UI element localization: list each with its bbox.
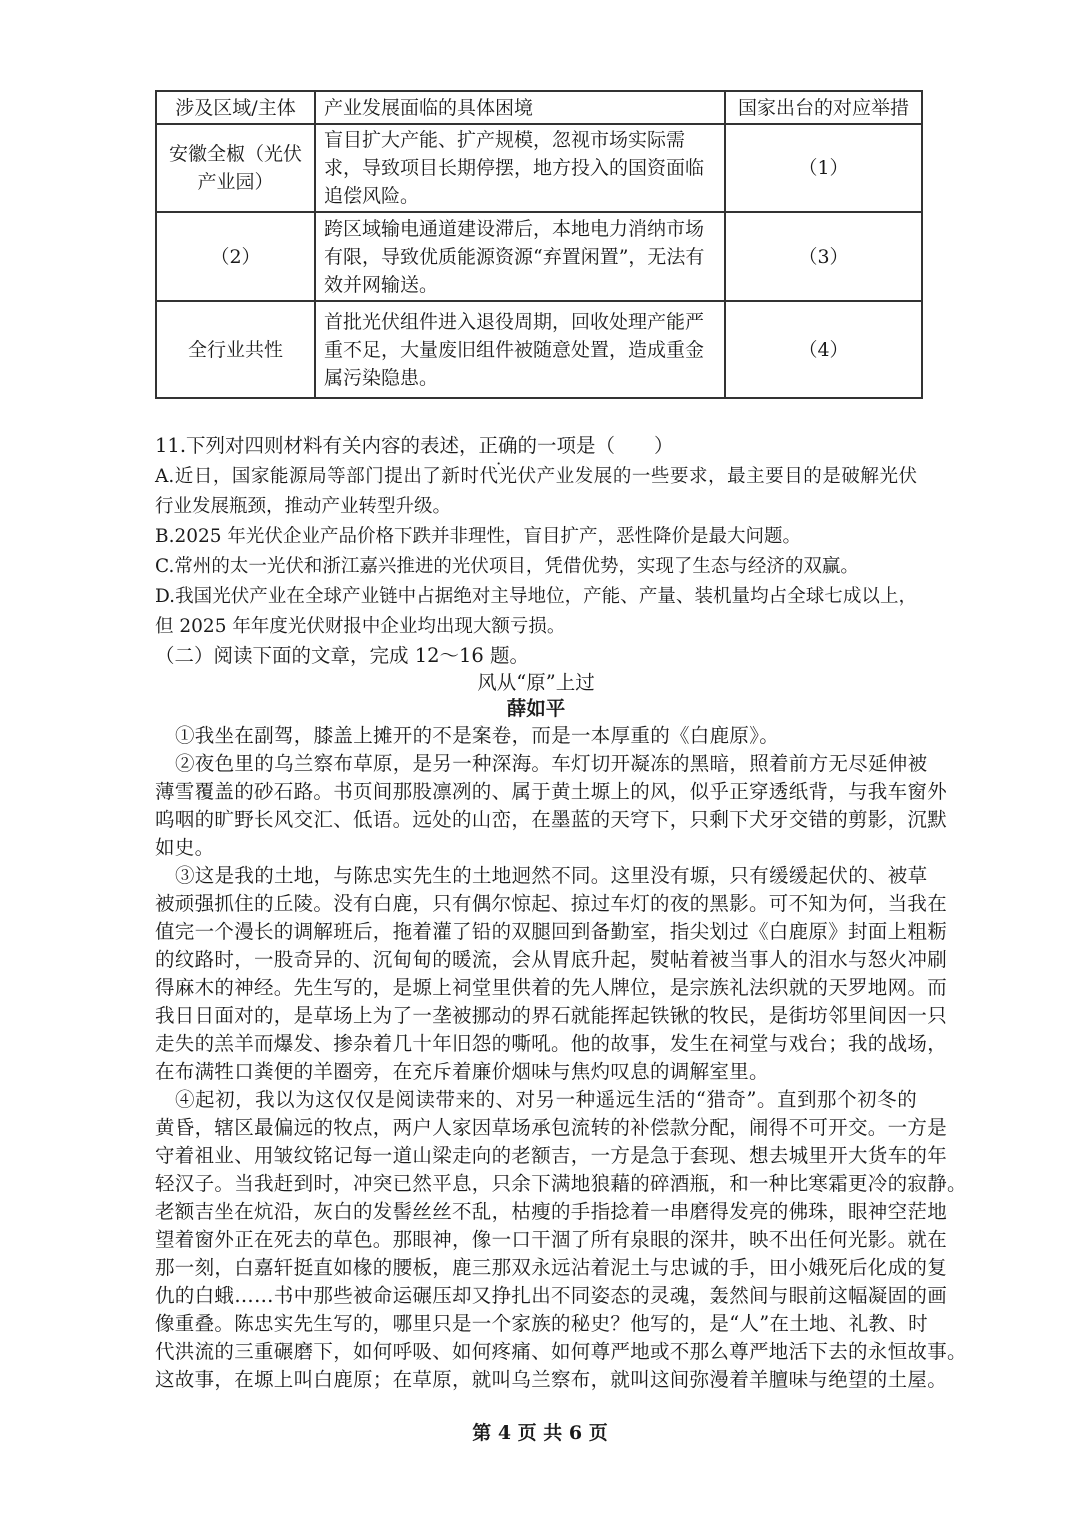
text-line: 在布满牲口粪便的羊圈旁，在充斥着廉价烟味与焦灼叹息的调解室里。 — [155, 1060, 769, 1083]
text-line: 我日日面对的，是草场上为了一垄被挪动的界石就能挥起铁锹的牧民，是街坊邻里间因一只 — [155, 1004, 948, 1027]
option-c — [155, 552, 917, 582]
text-line: D.我国光伏产业在全球产业链中占据绝对主导地位，产能、产量、装机量均占全球七成以上， — [155, 586, 917, 607]
text-line: 得麻木的神经。先生写的，是塬上祠堂里供着的先人牌位，是宗族礼法织就的天罗地网。而 — [155, 976, 948, 999]
text-line: ③这是我的土地，与陈忠实先生的土地迥然不同。这里没有塬，只有缓缓起伏的、被草 — [175, 864, 928, 887]
table-cell-measure: （4） — [725, 301, 922, 398]
text-line: 这故事，在塬上叫白鹿原；在草原，就叫乌兰察布，就叫这间弥漫着羊膻味与绝望的土屋。 — [155, 1368, 948, 1391]
text-line: 守着祖业、用皱纹铭记每一道山梁走向的老额吉，一方是急于套现、想去城里开大货车的年 — [155, 1144, 948, 1167]
text-line: 代洪流的三重碾磨下，如何呼吸、如何疼痛、如何尊严地或不那么尊严地活下去的永恒故事。 — [155, 1340, 967, 1363]
option-d — [155, 582, 917, 642]
table-cell-problem: 首批光伏组件进入退役周期，回收处理产能严重不足，大量废旧组件被随意处置，造成重金属污染隐患。 — [315, 301, 725, 398]
text-line: 被顽强抓住的丘陵。没有白鹿，只有偶尔惊起、掠过车灯的夜的黑影。可不知为何，当我在 — [155, 892, 948, 915]
table-row — [156, 301, 922, 398]
table-cell-measure: （1） — [725, 124, 922, 212]
table-header-problem: 产业发展面临的具体困境 — [315, 91, 725, 124]
page-number: 第 4 页 共 6 页 — [472, 1422, 608, 1444]
text-line: 望着窗外正在死去的草色。那眼神，像一口干涸了所有泉眼的深井，映不出任何光影。就在 — [155, 1228, 948, 1251]
article-title: 风从“原”上过 — [477, 671, 595, 694]
table-cell-problem: 跨区域输电通道建设滞后，本地电力消纳市场有限，导致优质能源资源“弃置闲置”，无法有效并网输送。 — [315, 212, 725, 301]
paragraph — [155, 862, 948, 1086]
text-line: 走失的羔羊而爆发、掺杂着几十年旧怨的嘶吼。他的故事，发生在祠堂与戏台；我的战场， — [155, 1032, 948, 1055]
text-line: 如史。 — [155, 836, 215, 859]
section-instruction: （二）阅读下面的文章，完成 12～16 题。 — [155, 644, 530, 667]
stem-text: 11.下列对四则材料有关内容的表述， — [155, 434, 479, 457]
emphasized-word: 正确 — [478, 434, 518, 457]
table-cell-region: （2） — [156, 212, 315, 301]
table-row — [156, 212, 922, 301]
paragraph — [155, 1086, 967, 1394]
text-line: C.常州的太一光伏和浙江嘉兴推进的光伏项目，凭借优势，实现了生态与经济的双赢。 — [155, 556, 859, 577]
article-author: 薛如平 — [506, 697, 566, 720]
option-b — [155, 522, 917, 552]
question-stem — [155, 430, 917, 462]
table-header-measure: 国家出台的对应举措 — [725, 91, 922, 124]
paragraph — [155, 722, 917, 750]
page-body — [155, 430, 967, 1394]
text-line: 的纹路时，一股奇异的、沉甸甸的暖流，会从胃底升起，熨帖着被当事人的泪水与怒火冲刷 — [155, 948, 948, 971]
text-line: ①我坐在副驾，膝盖上摊开的不是案卷，而是一本厚重的《白鹿原》。 — [175, 724, 780, 747]
text-line: 仇的白蛾……书中那些被命运碾压却又挣扎出不同姿态的灵魂，轰然间与眼前这幅凝固的画 — [155, 1284, 948, 1307]
article-body — [155, 722, 967, 1394]
table-cell-region: 全行业共性 — [156, 301, 315, 398]
text-line: ②夜色里的乌兰察布草原，是另一种深海。车灯切开凝冻的黑暗，照着前方无尽延伸被 — [175, 752, 928, 775]
text-line: 那一刻，白嘉轩挺直如椽的腰板，鹿三那双永远沾着泥土与忠诚的手，田小娥死后化成的复 — [155, 1256, 948, 1279]
text-line: 呜咽的旷野长风交汇、低语。远处的山峦，在墨蓝的天穹下，只剩下犬牙交错的剪影，沉默 — [155, 808, 948, 831]
table-cell-region: 安徽全椒（光伏产业园） — [156, 124, 315, 212]
table-cell-measure: （3） — [725, 212, 922, 301]
text-line: 但 2025 年年度光伏财报中企业均出现大额亏损。 — [155, 616, 566, 637]
text-line: ④起初，我以为这仅仅是阅读带来的、对另一种遥远生活的“猎奇”。直到那个初冬的 — [175, 1088, 917, 1111]
table-header-region: 涉及区域/主体 — [156, 91, 315, 124]
paragraph — [155, 750, 948, 862]
table-cell-problem: 盲目扩大产能、扩产规模，忽视市场实际需求，导致项目长期停摆，地方投入的国资面临追偿风险。 — [315, 124, 725, 212]
text-line: 轻汉子。当我赶到时，冲突已然平息，只余下满地狼藉的碎酒瓶，和一种比寒霜更冷的寂静。 — [155, 1172, 967, 1195]
option-a — [155, 462, 917, 522]
text-line: 行业发展瓶颈，推动产业转型升级。 — [155, 496, 452, 517]
text-line: 老额吉坐在炕沿，灰白的发髻丝丝不乱，枯瘦的手指捻着一串磨得发亮的佛珠，眼神空茫地 — [155, 1200, 948, 1223]
stem-text: 的一项是（ ） — [517, 434, 674, 457]
text-line: 像重叠。陈忠实先生写的，哪里只是一个家族的秘史？他写的，是“人”在土地、礼教、时 — [155, 1312, 928, 1335]
text-line: 值完一个漫长的调解班后，拖着灌了铅的双腿回到备勤室，指尖划过《白鹿原》封面上粗粝 — [155, 920, 948, 943]
text-line: B.2025 年光伏企业产品价格下跌并非理性，盲目扩产，恶性降价是最大问题。 — [155, 526, 801, 547]
difficulty-table — [155, 90, 923, 399]
text-line: 薄雪覆盖的砂石路。书页间那股凛冽的、属于黄土塬上的风，似乎正穿透纸背，与我车窗外 — [155, 780, 948, 803]
text-line: 黄昏，辖区最偏远的牧点，两户人家因草场承包流转的补偿款分配，闹得不可开交。一方是 — [155, 1116, 948, 1139]
text-line: A.近日，国家能源局等部门提出了新时代光伏产业发展的一些要求，最主要目的是破解光伏 — [155, 466, 917, 487]
table-row — [156, 124, 922, 212]
answer-options — [155, 462, 917, 642]
